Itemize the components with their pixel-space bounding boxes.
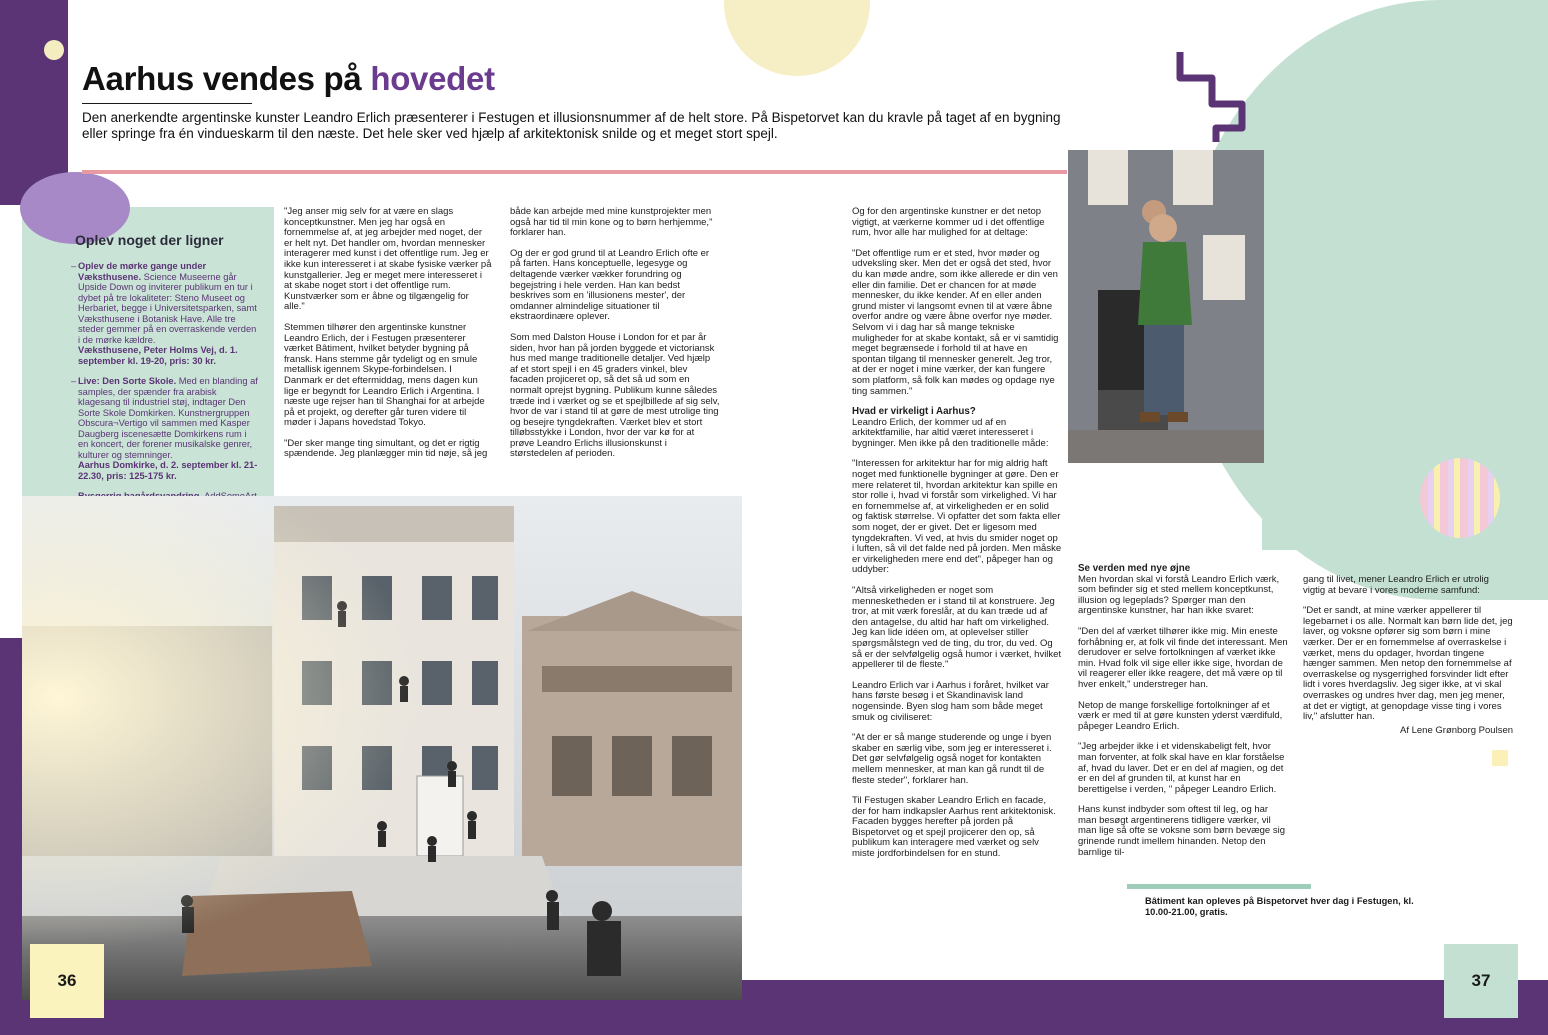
image-caption: Bâtiment kan opleves på Bispetorvet hver dag i Festugen, kl. 10.00-21.00, gratis. bbox=[1145, 896, 1414, 917]
mint-block-decoration bbox=[1262, 130, 1548, 550]
article-column-5: gang til livet, mener Leandro Erlich er utrolig vigtig at bevare i vores moderne samfund: "Det er sandt, at mine værker appellerer til legebarnet i os alle. Normalt kan børn lide det, jeg laver, og voksne opfører sig som børn i mine værker. Der er en fornemmelse af overraskelse i værket, mens du opdager, hvordan tingene hænger sammen. Men netop den fornemmelse af overraskelse og nysgerrighed forsvinder lidt efter lidt i vores hverdagsliv. Jeg siger ikke, at vi skal overraskes og undres hver dag, men jeg mener, at det er vigtigt, at genopdage visse ting i vores liv," afslutter han. bbox=[1303, 574, 1513, 723]
yellow-circle-decoration bbox=[724, 0, 870, 76]
article-column-1: "Jeg anser mig selv for at være en slags konceptkunstner. Men jeg har også en fornemmelse af, at jeg arbejder med noget, der er helt nyt. Det handler om, hvordan mennesker interagerer med kunst i det offentlige rum. Jeg er ikke kun interesseret i at skabe fysiske værker på kunstgallerier. Jeg er meget mere interesseret i at skabe noget stort i det offentlige rum. Kunstværker som er åbne og tilgængelig for alle." Stemmen tilhører den argentinske kunstner Leandro Erlich, der i Festugen præsenterer værket Bâtiment, hvilket betyder bygning på fransk. Hans stemme går tydeligt og en smule metallisk igennem Skype-forbindelsen. I Danmark er det eftermiddag, mens dagen kun lige er begyndt for Leandro Erlich i Argentina. I næste uge rejser han til Shanghai for at arbejde på et projekt, og derefter går turen videre til møder i Japans hovedstad Tokyo. "Der sker mange ting simultant, og det er rigtig spændende. Jeg planlægger min tid nøje, så jeg bbox=[284, 206, 492, 460]
title-accent: hovedet bbox=[370, 60, 495, 97]
article-column-4: Se verden med nye øjne Men hvordan skal vi forstå Leandro Erlich værk, som befinder sig et sted mellem konceptkunst, illusion og legeplads? Spørger man den argentinske kunstner, har han ikke svaret: "Den del af værket tilhører ikke mig. Min eneste forhåbning er, at folk vil finde det interessant. Men derudover er selve fortolkningen af værket ikke min. Hvad folk vil sige eller ikke sige, hvordan de vil reagerer eller ikke reagere, det må være op til hver enkelt," understreger han. Netop de mange forskellige fortolkninger af et værk er med til at gøre kunsten yderst værdifuld, påpeger Leandro Erlich. "Jeg arbejder ikke i et videnskabeligt felt, hvor man forventer, at folk skal have en klar forståelse af, hvad du laver. Det er en del af magien, og det er en del af grunden til, at kunst har en berettigelse i verden, " påpeger Leandro Erlich. Hans kunst indbyder som oftest til leg, og har man besøgt argentinerens tidligere værker, vil man lige så ofte se voksne som børn bevæge sig grinende rundt imellem hinanden. Netop den barnlige til- bbox=[1078, 563, 1288, 858]
sidebar-item: – Oplev de mørke gange under Væksthusene. Science Museerne går Upside Down og inviterer publikum en tur i dybet på tre lokaliteter: Steno Museet og Herbariet, begge i Universitetsparken, samt Væksthusene i Botanisk Have. Alle tre steder gemmer på en overraskende verden i de mørke kældre. Væksthusene, Peter Holms Vej, d. 1. september kl. 19-20, pris: 30 kr. bbox=[71, 261, 257, 366]
batiment-illustration bbox=[22, 496, 742, 1000]
divider-rule bbox=[82, 170, 1067, 174]
page-number-right: 37 bbox=[1444, 944, 1518, 1018]
sidebar-title: Oplev noget der ligner bbox=[75, 232, 224, 248]
title-underline bbox=[82, 103, 252, 104]
article-column-3: Og for den argentinske kunstner er det netop vigtigt, at værkerne kommer ud i det offentlige rum, hvor alle har mulighed for at deltage: "Det offentlige rum er et sted, hvor møder og udveksling sker. Men det er også det sted, hvor du kan møde andre, som ikke allerede er din ven eller din familie. Det er chancen for at møde mennesker, du ikke kender. Af en eller anden grund mister vi langsomt evnen til at være åbne overfor andre og være åbne overfor nye møder. Selvom vi i dag har så mange tekniske muligheder for at skabe kontakt, så er vi samtidig meget begrænsede i forhold til at have en spontan tilgang til mennesker generelt. Jeg tror, at der er noget i mine værker, der kan fungere som platform, så folk kan mødes og opdage nye ting sammen." Hvad er virkeligt i Aarhus? Leandro Erlich, der kommer ud af en arkitektfamilie, har altid været interesseret i bygninger. Men ikke på den traditionelle måde: "Interessen for arkitektur har for mig aldrig haft noget med funktionelle bygninger at gøre. Den er mere relateret til, hvordan arkitektur kan spille en stor rolle i, hvad vi forstår som virkelighed. Vi har en fornemmelse af, at virkeligheden er en solid og faktisk størrelse. Vi opfatter det som fakta eller som noget, der er givet. Det er ligesom med tyngdekraften. Vi ved, at hvis du smider noget op i luften, så vil det falde ned på jorden. Men måske er virkeligheden mere end det", påpeger han og uddyber: "Altså virkeligheden er noget som mennesketheden er i stand til at konstruere. Jeg tror, at mit værk foreslår, at du kan træde ud af den antagelse, du altid har haft om virkelighed. Jeg kan lide idéen om, at oplevelser stiller spørgsmålstegn ved de ting, du tror, du ved. Og så er der selvfølgelig også humor i værket, hvilket appellerer til de fleste." Leandro Erlich var i Aarhus i foråret, hvilket var hans første besøg i et Skandinavisk land nogensinde. Byen slog ham som både meget smuk og civiliseret: "At der er så mange studerende og unge i byen skaber en særlig vibe, som jeg er interesseret i. Det gør selvfølgelig også noget for kontakten mellem mennesker, at man kan gå rundt til de fleste steder", forklarer han. Til Festugen skaber Leandro Erlich en facade, der for ham indkapsler Aarhus rent arkitektonisk. Facaden bygges herefter på jorden på Bispetorvet og et spejl projicerer den op, så publikum kan interagere med værket og selv miste jordforbindelsen for en stund. bbox=[852, 206, 1062, 860]
article-column-2: både kan arbejde med mine kunstprojekter men også har tid til min kone og to børn herhjemme," forklarer han. Og der er god grund til at Leandro Erlich ofte er på farten. Hans konceptuelle, legesyge og deltagende værker vækker forundring og begejstring i hele verden. Han kan bedst beskrives som en 'illusionens mester', der omdanner almindelige situationer til ekstraordinære oplever. Som med Dalston House i London for et par år siden, hvor han på jorden byggede et victoriansk hus med mange traditionelle detaljer. Ved hjælp af et stort spejl i en 45 graders vinkel, blev facaden projiceret op, så det så ud som en normalt oprejst bygning. Publikum kunne således træde ind i værket og se et spejlbillede af sig selv, hvor de var i stand til at gøre de mest utrolige ting og besejre tyngdekraften. Værket blev et stort tilløbsstykke i London, hvor der var kø for at prøve Leandro Erlichs illusionskunst i størstedelen af perioden. bbox=[510, 206, 720, 460]
article-lead: Den anerkendte argentinske kunster Leandro Erlich præsenterer i Festugen et illusionsnummer af de helt store. På Bispetorvet kan du kravle på taget af en bygning eller springe fra én vindueskarm til den næste. Det hele sker ved hjælp af arkitektonisk snilde og et meget stort spejl. bbox=[82, 110, 1061, 141]
sidebar-item: – Live: Den Sorte Skole. Med en blanding af samples, der spænder fra arabisk klagesang til industriel støj, indtager Den Sorte Skole Domkirken. Kunstnergruppen Obscura¬Vertigo vil sammen med Kasper Daugberg iscenesætte Domkirkens rum i en koncert, der forener musikalske genrer, kulturer og stemninger. Aarhus Domkirke, d. 2. september kl. 21-22.30, pris: 125-175 kr. bbox=[71, 376, 258, 481]
squiggle-decoration bbox=[1172, 48, 1252, 144]
caption-rule bbox=[1127, 884, 1311, 889]
subheading: Hvad er virkeligt i Aarhus? bbox=[852, 406, 976, 418]
purple-band-left bbox=[0, 638, 22, 1035]
article-title: Aarhus vendes på hovedet bbox=[82, 60, 495, 97]
page-number-left: 36 bbox=[30, 944, 104, 1018]
byline: Af Lene Grønborg Poulsen bbox=[1400, 725, 1514, 736]
artist-photo bbox=[1068, 150, 1264, 463]
yellow-square-decoration bbox=[1492, 750, 1508, 766]
striped-circle-decoration bbox=[1420, 458, 1500, 538]
subheading: Se verden med nye øjne bbox=[1078, 563, 1191, 574]
yellow-dot-decoration bbox=[44, 40, 64, 60]
